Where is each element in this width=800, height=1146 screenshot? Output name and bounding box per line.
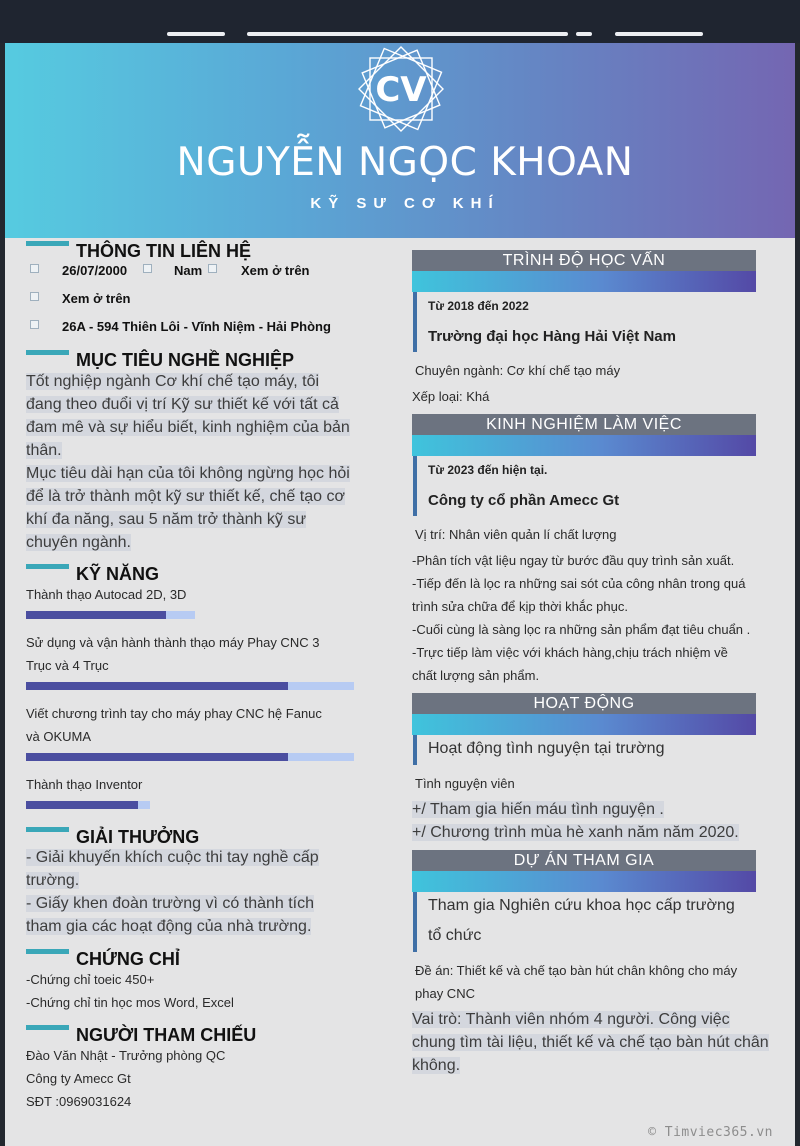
text-line: khí đa năng, sau 5 năm trở thành kỹ sư [26, 511, 307, 528]
text-line: thân. [26, 442, 62, 459]
watermark: © Timviec365.vn [648, 1125, 773, 1140]
activity-name: Hoạt động tình nguyện tại trường [428, 740, 665, 757]
awards-text [26, 846, 319, 938]
experience-position: Vị trí: Nhân viên quản lí chất lượng [415, 527, 617, 542]
project-name: tổ chức [428, 927, 482, 944]
text-line: - Giải khuyến khích cuộc thi tay nghề cấp [26, 849, 319, 866]
project-topic: phay CNC [415, 986, 475, 1001]
job-title: KỸ SƯ CƠ KHÍ [310, 195, 500, 212]
skill-label: Thành thạo Autocad 2D, 3D [26, 587, 187, 602]
experience-line: -Trực tiếp làm việc với khách hàng,chịu trách nhiệm về [412, 645, 728, 660]
text-line: Tốt nghiệp ngành Cơ khí chế tạo máy, tôi [26, 373, 320, 390]
skill-bar [26, 611, 195, 619]
skill-level-fill [26, 682, 288, 690]
email: Xem ở trên [62, 291, 131, 306]
objective-text [26, 370, 350, 554]
section-gradient-bar [412, 271, 756, 292]
text-line: trường. [26, 872, 80, 889]
education-period: Từ 2018 đến 2022 [428, 299, 529, 313]
top-bar [0, 0, 800, 43]
timeline-bar [413, 456, 417, 516]
timeline-bar [413, 292, 417, 352]
phone-icon [208, 264, 217, 273]
experience-line: -Phân tích vật liệu ngay từ bước đầu quy trình sản xuất. [412, 553, 735, 568]
toolbar-line [167, 32, 225, 36]
text-line: để là trở thành một kỹ sư thiết kế, chế tạo cơ [26, 488, 345, 505]
skill-bar [26, 753, 354, 761]
activity-line: +/ Tham gia hiến máu tình nguyện . [412, 801, 664, 818]
gender: Nam [174, 263, 203, 278]
certificate-item: -Chứng chỉ tin học mos Word, Excel [26, 995, 234, 1010]
section-accent-bar [26, 1025, 69, 1030]
skills-title: KỸ NĂNG [76, 564, 160, 584]
text-line: Mục tiêu dài hạn của tôi không ngừng học hỏi [26, 465, 350, 482]
reference-line: Đào Văn Nhật - Trưởng phòng QC [26, 1048, 226, 1063]
email-icon [30, 292, 39, 301]
address: 26A - 594 Thiên Lôi - Vĩnh Niệm - Hải Phòng [62, 319, 331, 334]
project-topic: Đề án: Thiết kế và chế tạo bàn hút chân không cho máy [415, 963, 738, 978]
skill-label: Thành thạo Inventor [26, 777, 143, 792]
section-accent-bar [26, 949, 69, 954]
phone: Xem ở trên [241, 263, 310, 278]
cv-page [5, 43, 795, 1146]
address-icon [30, 320, 39, 329]
text-line: chuyên ngành. [26, 534, 131, 551]
toolbar-line [247, 32, 568, 36]
timeline-bar [413, 735, 417, 765]
project-role: không. [412, 1057, 461, 1074]
cv-header [5, 43, 795, 238]
activities-title: HOẠT ĐỘNG [412, 693, 756, 714]
objective-title: MỤC TIÊU NGHỀ NGHIỆP [76, 350, 295, 370]
section-gradient-bar [412, 871, 756, 892]
project-role: Vai trò: Thành viên nhóm 4 người. Công việc [412, 1011, 730, 1028]
certificate-item: -Chứng chỉ toeic 450+ [26, 972, 155, 987]
school-name: Trường đại học Hàng Hải Việt Nam [428, 328, 676, 345]
company-name: Công ty cổ phần Amecc Gt [428, 492, 620, 509]
timeline-bar [413, 892, 417, 952]
cv-logo-text: CV [375, 70, 427, 110]
skill-level-fill [26, 801, 138, 809]
activity-role: Tình nguyện viên [415, 776, 515, 791]
skill-label: Sử dụng và vận hành thành thạo máy Phay CNC 3 [26, 635, 320, 650]
reference-line: Công ty Amecc Gt [26, 1071, 131, 1086]
section-accent-bar [26, 241, 69, 246]
certificates-title: CHỨNG CHỈ [76, 949, 180, 969]
project-name: Tham gia Nghiên cứu khoa học cấp trường [428, 897, 735, 914]
toolbar-line [576, 32, 592, 36]
experience-period: Từ 2023 đến hiện tại. [428, 463, 548, 477]
birthdate: 26/07/2000 [62, 263, 128, 278]
projects-title: DỰ ÁN THAM GIA [412, 850, 756, 871]
section-gradient-bar [412, 714, 756, 735]
skill-bar [26, 682, 354, 690]
activity-line: +/ Chương trình mùa hè xanh năm năm 2020. [412, 824, 739, 841]
education-major: Chuyên ngành: Cơ khí chế tạo máy [415, 363, 621, 378]
experience-line: -Cuối cùng là sàng lọc ra những sản phẩm đạt tiêu chuẩn . [412, 622, 751, 637]
reference-line: SĐT :0969031624 [26, 1094, 132, 1109]
text-line: tham gia các hoạt động của nhà trường. [26, 918, 312, 935]
experience-line: -Tiếp đến là lọc ra những sai sót của công nhân trong quá [412, 576, 746, 591]
section-accent-bar [26, 827, 69, 832]
text-line: đang theo đuổi vị trí Kỹ sư thiết kế với tất cả [26, 396, 339, 413]
education-grade: Xếp loại: Khá [412, 389, 490, 404]
contact-title: THÔNG TIN LIÊN HỆ [76, 241, 251, 261]
education-title: TRÌNH ĐỘ HỌC VẤN [412, 250, 756, 271]
skill-level-fill [26, 611, 166, 619]
experience-line: trình sửa chữa để kịp thời khắc phục. [412, 599, 628, 614]
gender-icon [143, 264, 152, 273]
text-line: - Giấy khen đoàn trường vì có thành tích [26, 895, 315, 912]
toolbar-line [615, 32, 703, 36]
experience-title: KINH NGHIỆM LÀM VIỆC [412, 414, 756, 435]
awards-title: GIẢI THƯỞNG [76, 827, 200, 847]
section-accent-bar [26, 350, 69, 355]
text-line: đam mê và sự hiểu biết, kinh nghiệm của bản [26, 419, 350, 436]
candidate-name: NGUYỄN NGỌC KHOAN [176, 140, 634, 185]
calendar-icon [30, 264, 39, 273]
skill-level-fill [26, 753, 288, 761]
section-gradient-bar [412, 435, 756, 456]
section-accent-bar [26, 564, 69, 569]
references-title: NGƯỜI THAM CHIẾU [76, 1025, 257, 1045]
project-role: chung tìm tài liệu, thiết kế và chế tạo bàn hút chân [412, 1034, 769, 1051]
skill-label: Viết chương trình tay cho máy phay CNC hệ Fanuc [26, 706, 322, 721]
skill-label: và OKUMA [26, 729, 92, 744]
skill-bar [26, 801, 150, 809]
experience-line: chất lượng sản phẩm. [412, 668, 540, 683]
skill-label: Trục và 4 Trục [26, 658, 109, 673]
